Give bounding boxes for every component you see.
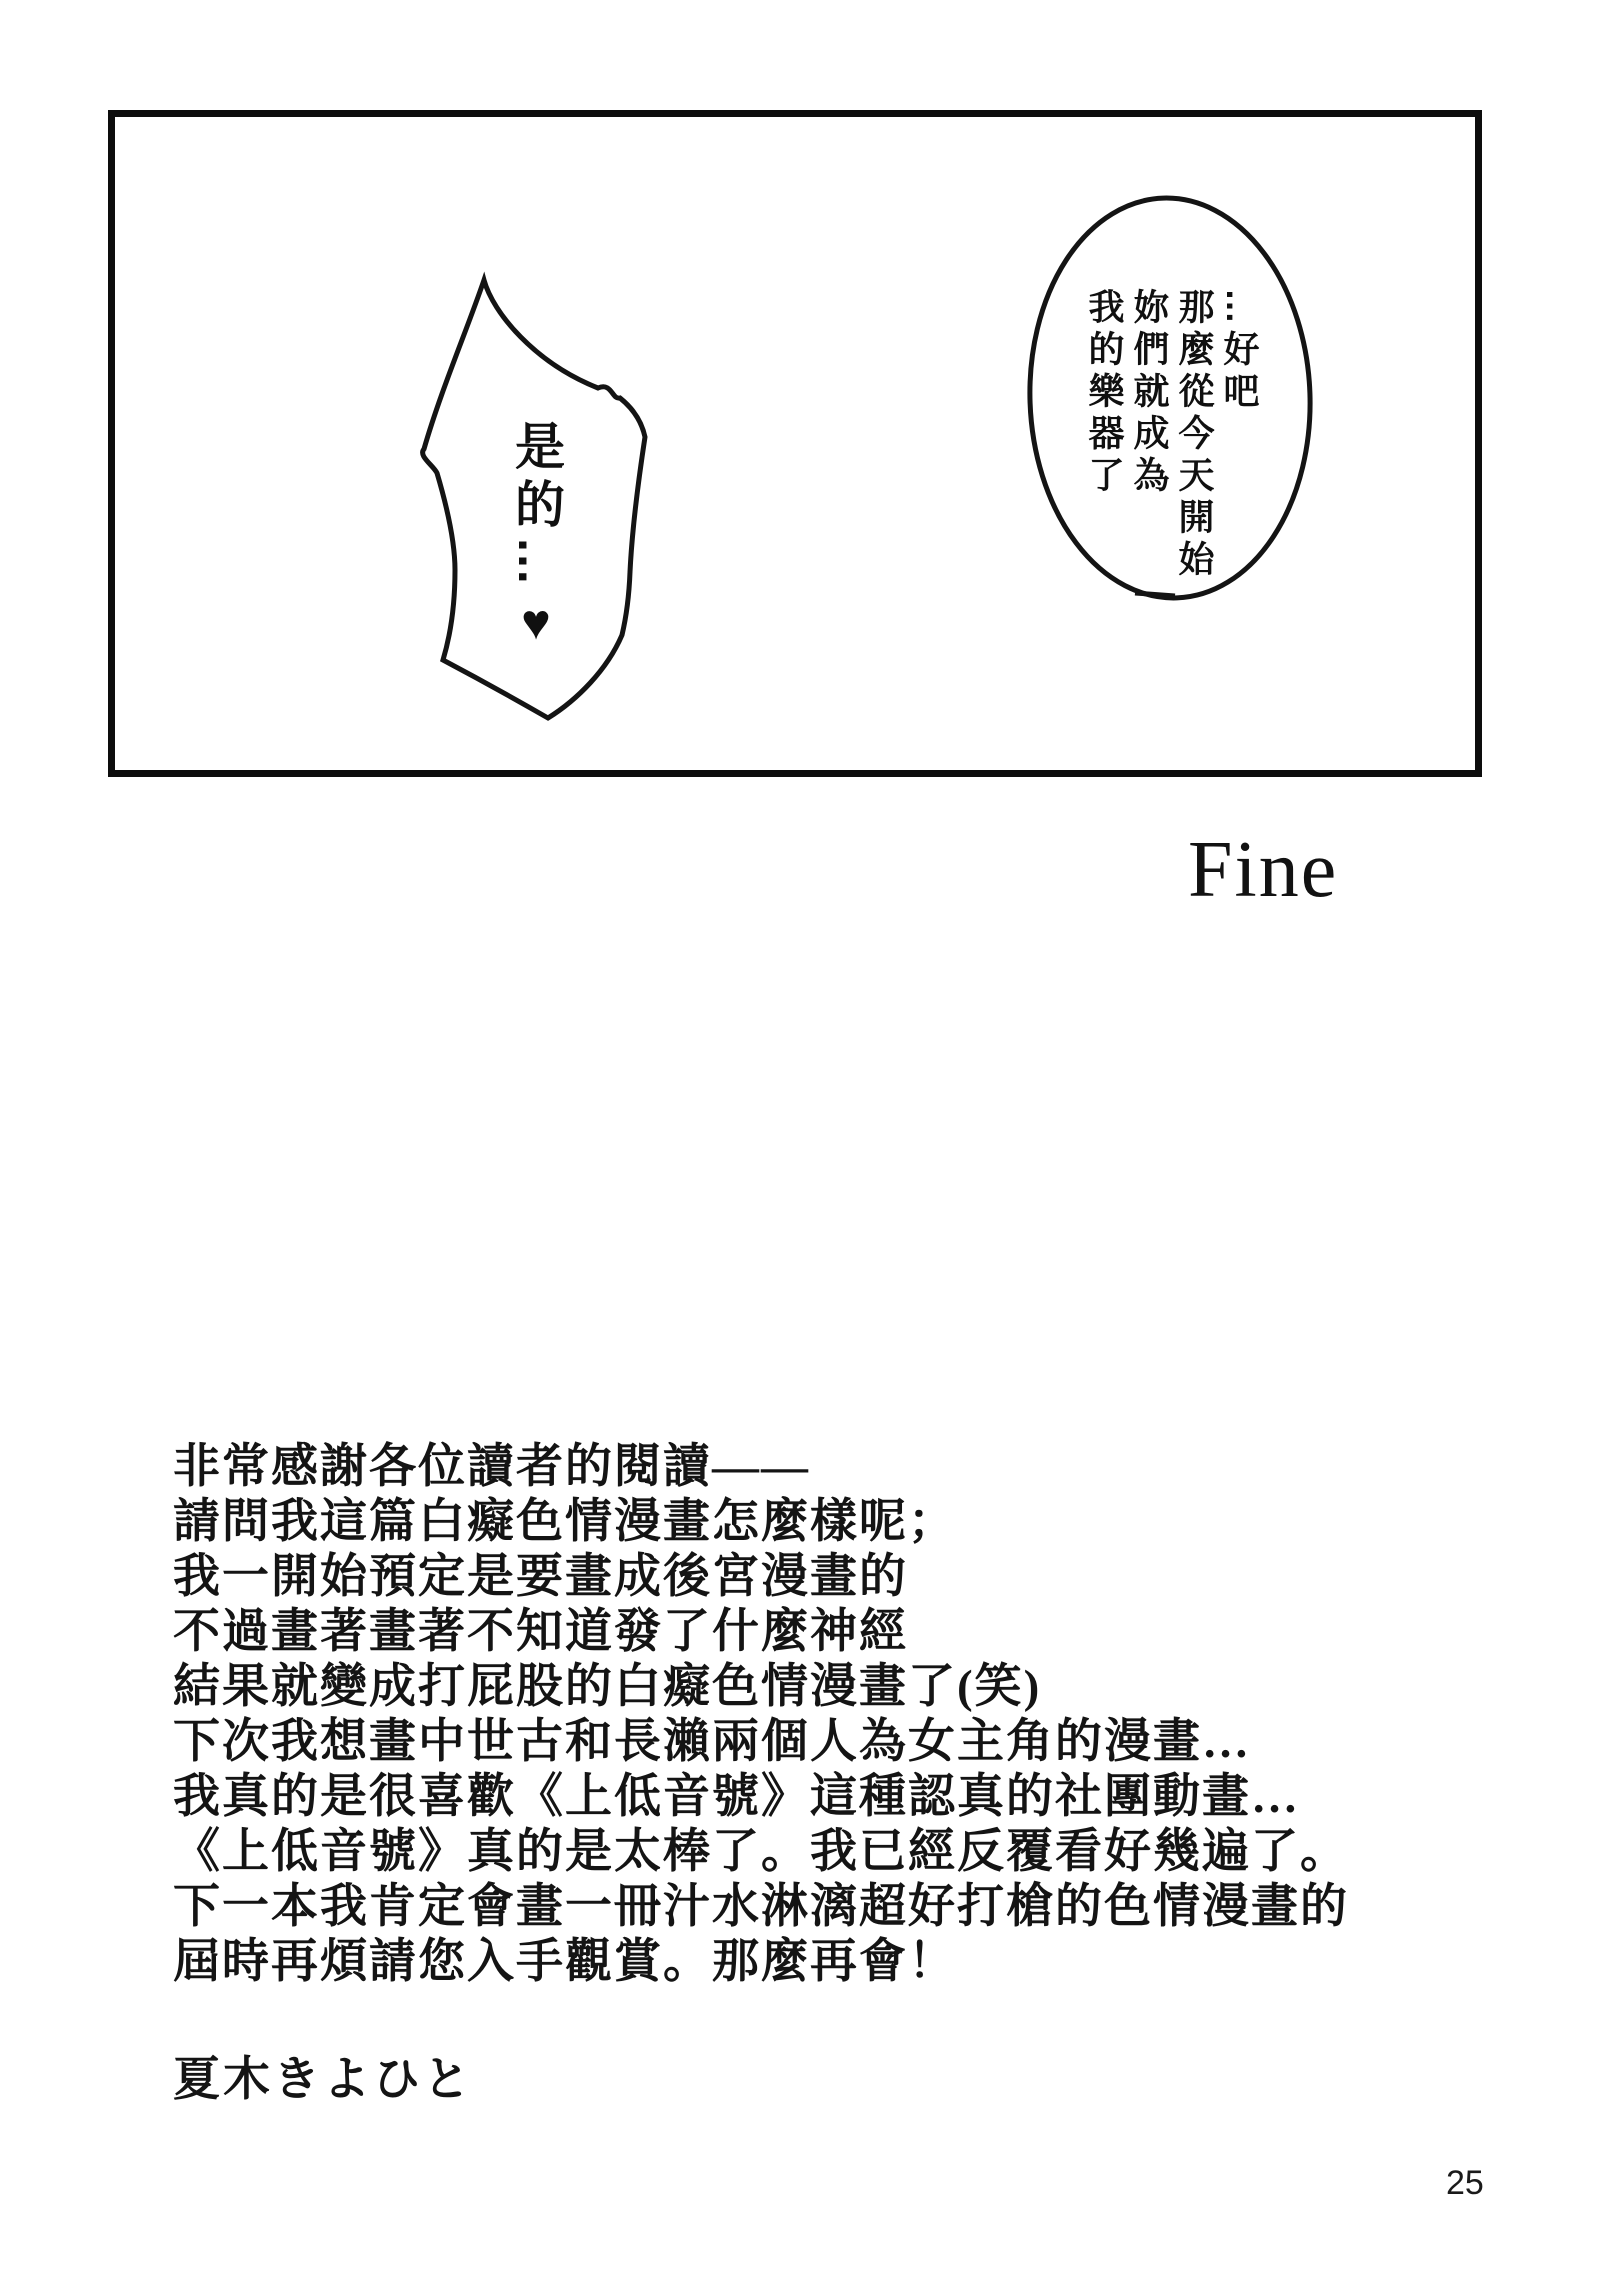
afterword-line: 我真的是很喜歡《上低音號》這種認真的社團動畫…: [173, 1771, 1300, 1823]
afterword-line: 我一開始預定是要畫成後宮漫畫的: [173, 1551, 908, 1603]
fine-label: Fine: [1188, 826, 1339, 914]
afterword-line: 屆時再煩請您入手觀賞。那麼再會！: [173, 1936, 957, 1988]
afterword-text: [173, 1440, 1349, 1990]
afterword-line: 《上低音號》真的是太棒了。我已經反覆看好幾遍了。: [173, 1826, 1349, 1878]
bubble-right-column-4: 我的樂器了: [1084, 288, 1125, 498]
bubble-right-column-3: 妳們就成為: [1129, 288, 1170, 498]
afterword-line: 非常感謝各位讀者的閱讀——: [173, 1441, 810, 1493]
page-number: 25: [1446, 2164, 1484, 2202]
afterword-line: 下次我想畫中世古和長瀨兩個人為女主角的漫畫…: [173, 1716, 1251, 1768]
afterword-line: 請問我這篇白癡色情漫畫怎麼樣呢；: [173, 1496, 957, 1548]
afterword-line: 不過畫著畫著不知道發了什麼神經: [173, 1606, 908, 1658]
afterword-line: 下一本我肯定會畫一冊汁水淋漓超好打槍的色情漫畫的: [173, 1881, 1349, 1933]
bubble-right-column-1: …好吧: [1219, 288, 1260, 414]
afterword-line: 結果就變成打屁股的白癡色情漫畫了(笑): [173, 1661, 1042, 1713]
bubble-right-column-2: 那麼從今天開始: [1174, 288, 1215, 582]
speech-bubble-right-text: [1082, 288, 1262, 582]
author-name: 夏木きよひと: [173, 2054, 473, 2106]
speech-bubble-left-text: 是的…♥: [508, 420, 564, 658]
